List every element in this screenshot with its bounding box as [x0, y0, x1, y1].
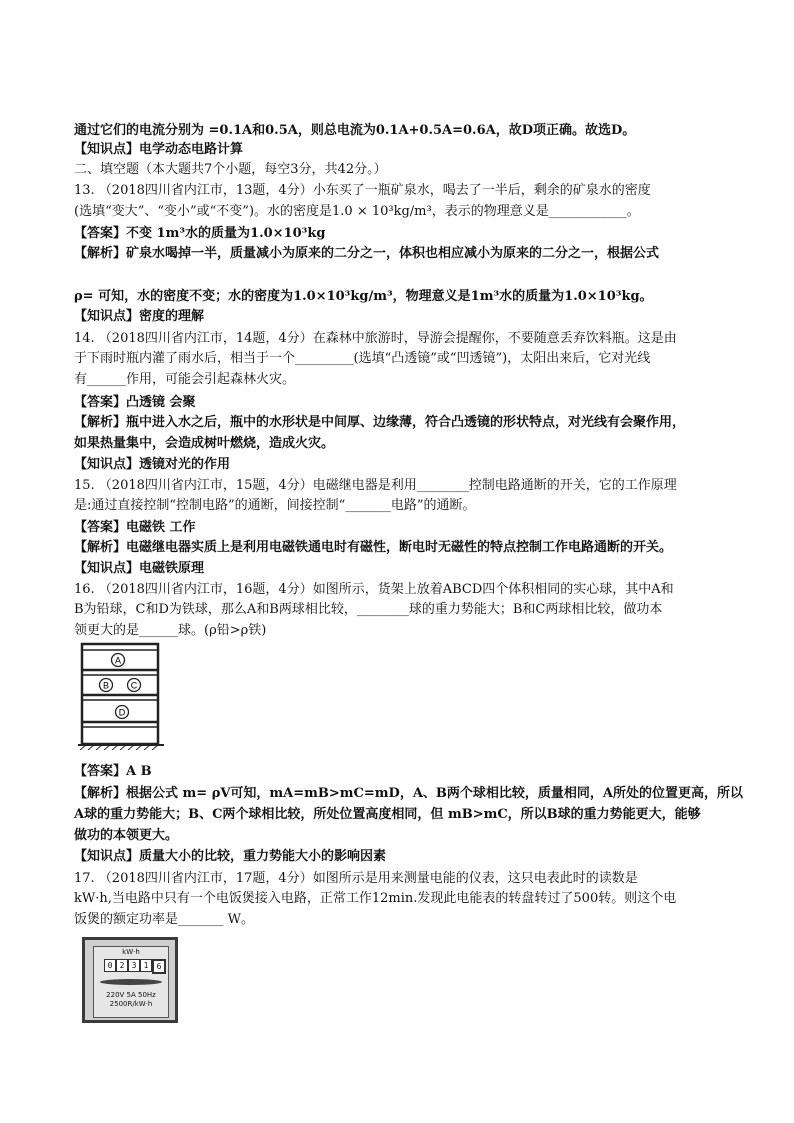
text-line: 于下雨时瓶内灌了雨水后，相当于一个_________(选填“凸透镜”或“凹透镜”)，太阳出来后，它对光线	[74, 351, 651, 366]
meter-digit: 3	[128, 959, 140, 972]
text-line: 14. （2018四川省内江市，14题，4分）在森林中旅游时，导游会提醒你，不要随意丢弃饮料瓶。这是由	[74, 331, 677, 346]
meter-rotating-disc	[100, 979, 162, 985]
text-line: 【答案】凸透镜 会聚	[74, 395, 196, 410]
ball-c	[128, 679, 141, 692]
text-line: 【答案】A B	[74, 764, 152, 779]
text-line: 饭煲的额定功率是_______ W。	[74, 912, 254, 927]
text-line: ρ= 可知，水的密度不变；水的密度为1.0×10³kg/m³，物理意义是1m³水的质量为1.0×10³kg。	[74, 289, 653, 304]
meter-digit: 2	[116, 959, 128, 972]
svg-text:C: C	[130, 680, 138, 691]
text-line: 17. （2018四川省内江市，17题，4分）如图所示是用来测量电能的仪表，这只电表此时的读数是	[74, 871, 638, 886]
meter-digit: 1	[140, 959, 152, 972]
text-line: 【知识点】电学动态电路计算	[74, 142, 244, 157]
text-line: A球的重力势能大；B、C两个球相比较，所处位置高度相同，但 mB>mC，所以B球的重力势能更大，能够	[74, 807, 701, 822]
meter-digit: 0	[104, 959, 116, 972]
ball-d	[116, 706, 129, 719]
text-line: 【解析】瓶中进入水之后，瓶中的水形状是中间厚、边缘薄，符合凸透镜的形状特点，对光线有会聚作用，	[74, 415, 686, 430]
text-line: B为铅球，C和D为铁球，那么A和B两球相比较，________球的重力势能大；B和C两球相比较，做功本	[74, 602, 663, 617]
meter-digit: 6	[152, 959, 166, 974]
shelf-figure	[78, 642, 164, 750]
text-line: 【答案】不变 1m³水的质量为1.0×10³kg	[74, 226, 326, 241]
text-line: 16. （2018四川省内江市，16题，4分）如图所示，货架上放着ABCD四个体积相同的实心球，其中A和	[74, 582, 674, 597]
text-line: 15. （2018四川省内江市，15题，4分）电磁继电器是利用________控制电路通断的开关，它的工作原理	[74, 478, 677, 493]
text-line: 【解析】电磁继电器实质上是利用电磁铁通电时有磁性，断电时无磁性的特点控制工作电路通断的开关。	[74, 540, 673, 555]
text-line: 【知识点】透镜对光的作用	[74, 457, 231, 472]
electric-meter-figure	[82, 937, 178, 1023]
meter-panel	[93, 946, 169, 1018]
meter-spec-constant: 2500R/kW·h	[109, 1000, 153, 1008]
text-line: 13. （2018四川省内江市，13题，4分）小东买了一瓶矿泉水，喝去了一半后，剩余的矿泉水的密度	[74, 183, 651, 198]
text-line: 【答案】电磁铁 工作	[74, 520, 196, 535]
text-line: 【知识点】密度的理解	[74, 309, 205, 324]
text-line: 有______作用，可能会引起森林火灾。	[74, 372, 296, 387]
text-line: 是:通过直接控制“控制电路”的通断，间接控制“_______电路”的通断。	[74, 498, 476, 513]
text-line: kW·h,当电路中只有一个电饭煲接入电路，正常工作12min.发现此电能表的转盘转过了500转。则这个电	[74, 891, 677, 906]
svg-text:D: D	[118, 707, 126, 718]
text-line: 做功的本领更大。	[74, 828, 179, 843]
text-line: 通过它们的电流分别为 =0.1A和0.5A，则总电流为0.1A+0.5A=0.6A，故D项正确。故选D。	[74, 123, 636, 138]
text-line: 【知识点】电磁铁原理	[74, 561, 205, 576]
text-line: 领更大的是______球。(ρ铅>ρ铁)	[74, 623, 267, 638]
ball-a	[112, 654, 125, 667]
meter-unit-label: kW·h	[122, 948, 140, 956]
text-line: 如果热量集中，会造成树叶燃烧，造成火灾。	[74, 436, 335, 451]
text-line: 【知识点】质量大小的比较，重力势能大小的影响因素	[74, 849, 387, 864]
svg-text:B: B	[102, 680, 110, 691]
text-line: 【解析】根据公式 m= ρV可知，mA=mB>mC=mD，A、B两个球相比较，质量相同，A所处的位置更高，所以	[74, 786, 743, 801]
text-line: 【解析】矿泉水喝掉一半，质量减小为原来的二分之一，体积也相应减小为原来的二分之一，根据公式	[74, 246, 660, 261]
text-line: 二、填空题（本大题共7个小题，每空3分，共42分。）	[74, 162, 387, 177]
ball-b	[100, 679, 113, 692]
text-line: (选填“变大”、“变小”或“不变”)。水的密度是1.0 × 10³kg/m³，表示的物理意义是____________。	[74, 204, 640, 219]
meter-spec-rating: 220V 5A 50Hz	[106, 991, 156, 999]
svg-text:A: A	[114, 655, 122, 666]
meter-reading	[104, 959, 166, 974]
